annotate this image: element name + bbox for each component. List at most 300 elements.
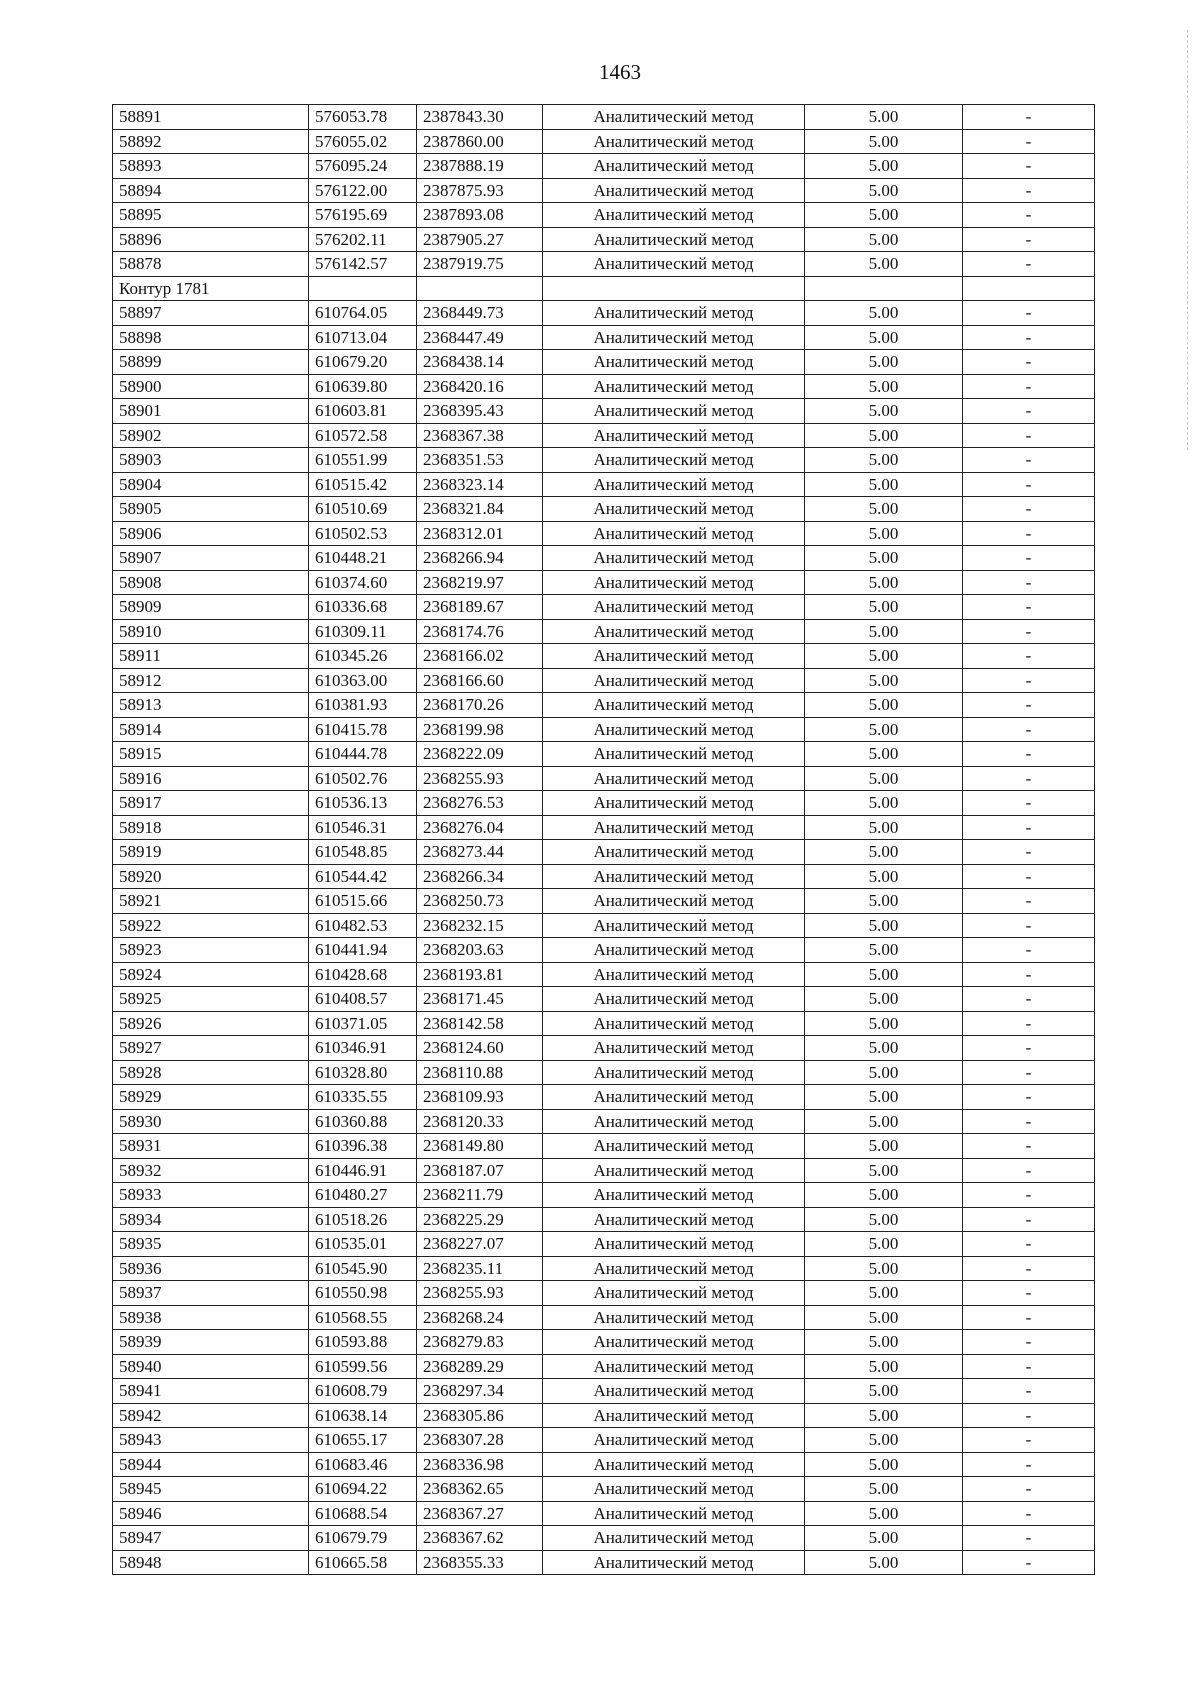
- y-coordinate-cell: 2368255.93: [417, 766, 543, 791]
- x-coordinate-cell: 610335.55: [309, 1085, 417, 1110]
- method-cell: Аналитический метод: [543, 1403, 805, 1428]
- point-id-cell: 58922: [113, 913, 309, 938]
- method-cell: Аналитический метод: [543, 178, 805, 203]
- y-coordinate-cell: 2368420.16: [417, 374, 543, 399]
- coordinates-table-body: [113, 105, 1095, 1575]
- description-cell: -: [963, 399, 1095, 424]
- point-id-cell: 58898: [113, 325, 309, 350]
- point-id-cell: 58945: [113, 1477, 309, 1502]
- table-row: [113, 1403, 1095, 1428]
- method-cell: Аналитический метод: [543, 791, 805, 816]
- accuracy-cell: 5.00: [805, 864, 963, 889]
- method-cell: Аналитический метод: [543, 938, 805, 963]
- description-cell: -: [963, 178, 1095, 203]
- method-cell: Аналитический метод: [543, 1330, 805, 1355]
- table-row: [113, 472, 1095, 497]
- method-cell: Аналитический метод: [543, 815, 805, 840]
- y-coordinate-cell: 2368174.76: [417, 619, 543, 644]
- x-coordinate-cell: 610603.81: [309, 399, 417, 424]
- accuracy-cell: 5.00: [805, 154, 963, 179]
- y-coordinate-cell: 2368321.84: [417, 497, 543, 522]
- x-coordinate-cell: 610371.05: [309, 1011, 417, 1036]
- method-cell: Аналитический метод: [543, 497, 805, 522]
- empty-cell: [309, 276, 417, 301]
- table-row: [113, 913, 1095, 938]
- y-coordinate-cell: 2368166.02: [417, 644, 543, 669]
- method-cell: Аналитический метод: [543, 1281, 805, 1306]
- accuracy-cell: 5.00: [805, 1403, 963, 1428]
- description-cell: -: [963, 1330, 1095, 1355]
- y-coordinate-cell: 2368279.83: [417, 1330, 543, 1355]
- y-coordinate-cell: 2368193.81: [417, 962, 543, 987]
- table-row: [113, 1428, 1095, 1453]
- x-coordinate-cell: 610599.56: [309, 1354, 417, 1379]
- description-cell: -: [963, 252, 1095, 277]
- accuracy-cell: 5.00: [805, 1428, 963, 1453]
- table-row: [113, 1501, 1095, 1526]
- y-coordinate-cell: 2368255.93: [417, 1281, 543, 1306]
- method-cell: Аналитический метод: [543, 252, 805, 277]
- table-row: [113, 938, 1095, 963]
- y-coordinate-cell: 2368449.73: [417, 301, 543, 326]
- point-id-cell: 58899: [113, 350, 309, 375]
- y-coordinate-cell: 2368149.80: [417, 1134, 543, 1159]
- x-coordinate-cell: 610360.88: [309, 1109, 417, 1134]
- table-row: [113, 1379, 1095, 1404]
- method-cell: Аналитический метод: [543, 913, 805, 938]
- y-coordinate-cell: 2368367.27: [417, 1501, 543, 1526]
- coordinates-table: [112, 104, 1095, 1575]
- y-coordinate-cell: 2368203.63: [417, 938, 543, 963]
- description-cell: -: [963, 546, 1095, 571]
- accuracy-cell: 5.00: [805, 1060, 963, 1085]
- table-row: [113, 448, 1095, 473]
- y-coordinate-cell: 2387860.00: [417, 129, 543, 154]
- table-row: [113, 1158, 1095, 1183]
- y-coordinate-cell: 2387919.75: [417, 252, 543, 277]
- x-coordinate-cell: 576055.02: [309, 129, 417, 154]
- description-cell: -: [963, 472, 1095, 497]
- x-coordinate-cell: 610346.91: [309, 1036, 417, 1061]
- accuracy-cell: 5.00: [805, 497, 963, 522]
- y-coordinate-cell: 2368289.29: [417, 1354, 543, 1379]
- table-row: [113, 546, 1095, 571]
- method-cell: Аналитический метод: [543, 105, 805, 130]
- description-cell: -: [963, 129, 1095, 154]
- x-coordinate-cell: 610480.27: [309, 1183, 417, 1208]
- accuracy-cell: 5.00: [805, 889, 963, 914]
- y-coordinate-cell: 2387893.08: [417, 203, 543, 228]
- description-cell: -: [963, 374, 1095, 399]
- y-coordinate-cell: 2368307.28: [417, 1428, 543, 1453]
- x-coordinate-cell: 610535.01: [309, 1232, 417, 1257]
- scan-edge-mark: [1187, 30, 1190, 450]
- accuracy-cell: 5.00: [805, 1379, 963, 1404]
- method-cell: Аналитический метод: [543, 1207, 805, 1232]
- table-row: [113, 619, 1095, 644]
- x-coordinate-cell: 610415.78: [309, 717, 417, 742]
- method-cell: Аналитический метод: [543, 1305, 805, 1330]
- point-id-cell: 58944: [113, 1452, 309, 1477]
- description-cell: -: [963, 521, 1095, 546]
- point-id-cell: 58896: [113, 227, 309, 252]
- description-cell: -: [963, 717, 1095, 742]
- point-id-cell: 58918: [113, 815, 309, 840]
- point-id-cell: 58891: [113, 105, 309, 130]
- y-coordinate-cell: 2368367.38: [417, 423, 543, 448]
- table-row: [113, 1330, 1095, 1355]
- table-row: [113, 570, 1095, 595]
- accuracy-cell: 5.00: [805, 129, 963, 154]
- description-cell: -: [963, 1183, 1095, 1208]
- method-cell: Аналитический метод: [543, 619, 805, 644]
- x-coordinate-cell: 610551.99: [309, 448, 417, 473]
- point-id-cell: 58932: [113, 1158, 309, 1183]
- table-row: [113, 105, 1095, 130]
- x-coordinate-cell: 610428.68: [309, 962, 417, 987]
- y-coordinate-cell: 2368166.60: [417, 668, 543, 693]
- table-row: [113, 1281, 1095, 1306]
- accuracy-cell: 5.00: [805, 1207, 963, 1232]
- x-coordinate-cell: 610665.58: [309, 1550, 417, 1575]
- table-row: [113, 864, 1095, 889]
- method-cell: Аналитический метод: [543, 203, 805, 228]
- y-coordinate-cell: 2368268.24: [417, 1305, 543, 1330]
- x-coordinate-cell: 610515.42: [309, 472, 417, 497]
- x-coordinate-cell: 610548.85: [309, 840, 417, 865]
- x-coordinate-cell: 610546.31: [309, 815, 417, 840]
- x-coordinate-cell: 610345.26: [309, 644, 417, 669]
- description-cell: -: [963, 913, 1095, 938]
- description-cell: -: [963, 497, 1095, 522]
- x-coordinate-cell: 610396.38: [309, 1134, 417, 1159]
- accuracy-cell: 5.00: [805, 203, 963, 228]
- x-coordinate-cell: 610336.68: [309, 595, 417, 620]
- accuracy-cell: 5.00: [805, 570, 963, 595]
- x-coordinate-cell: 610713.04: [309, 325, 417, 350]
- point-id-cell: 58927: [113, 1036, 309, 1061]
- accuracy-cell: 5.00: [805, 448, 963, 473]
- table-row: [113, 791, 1095, 816]
- table-row: [113, 1109, 1095, 1134]
- description-cell: -: [963, 1158, 1095, 1183]
- method-cell: Аналитический метод: [543, 987, 805, 1012]
- point-id-cell: 58939: [113, 1330, 309, 1355]
- point-id-cell: 58948: [113, 1550, 309, 1575]
- point-id-cell: 58931: [113, 1134, 309, 1159]
- accuracy-cell: 5.00: [805, 105, 963, 130]
- description-cell: -: [963, 1060, 1095, 1085]
- y-coordinate-cell: 2368323.14: [417, 472, 543, 497]
- x-coordinate-cell: 610502.53: [309, 521, 417, 546]
- y-coordinate-cell: 2368124.60: [417, 1036, 543, 1061]
- point-id-cell: 58938: [113, 1305, 309, 1330]
- method-cell: Аналитический метод: [543, 325, 805, 350]
- accuracy-cell: 5.00: [805, 178, 963, 203]
- description-cell: -: [963, 1305, 1095, 1330]
- table-row: [113, 325, 1095, 350]
- x-coordinate-cell: 610448.21: [309, 546, 417, 571]
- x-coordinate-cell: 610545.90: [309, 1256, 417, 1281]
- point-id-cell: 58937: [113, 1281, 309, 1306]
- accuracy-cell: 5.00: [805, 913, 963, 938]
- accuracy-cell: 5.00: [805, 840, 963, 865]
- y-coordinate-cell: 2368305.86: [417, 1403, 543, 1428]
- y-coordinate-cell: 2368250.73: [417, 889, 543, 914]
- x-coordinate-cell: 610679.79: [309, 1526, 417, 1551]
- point-id-cell: 58900: [113, 374, 309, 399]
- table-row: [113, 350, 1095, 375]
- description-cell: -: [963, 1550, 1095, 1575]
- y-coordinate-cell: 2368109.93: [417, 1085, 543, 1110]
- contour-label: Контур 1781: [113, 276, 309, 301]
- point-id-cell: 58935: [113, 1232, 309, 1257]
- y-coordinate-cell: 2368266.94: [417, 546, 543, 571]
- point-id-cell: 58912: [113, 668, 309, 693]
- method-cell: Аналитический метод: [543, 472, 805, 497]
- accuracy-cell: 5.00: [805, 1256, 963, 1281]
- accuracy-cell: 5.00: [805, 521, 963, 546]
- table-row: [113, 595, 1095, 620]
- accuracy-cell: 5.00: [805, 1183, 963, 1208]
- accuracy-cell: 5.00: [805, 1085, 963, 1110]
- x-coordinate-cell: 610679.20: [309, 350, 417, 375]
- x-coordinate-cell: 610593.88: [309, 1330, 417, 1355]
- x-coordinate-cell: 610381.93: [309, 693, 417, 718]
- page-number: 1463: [599, 60, 641, 84]
- point-id-cell: 58947: [113, 1526, 309, 1551]
- point-id-cell: 58906: [113, 521, 309, 546]
- table-row: [113, 1256, 1095, 1281]
- method-cell: Аналитический метод: [543, 1256, 805, 1281]
- x-coordinate-cell: 610638.14: [309, 1403, 417, 1428]
- x-coordinate-cell: 610374.60: [309, 570, 417, 595]
- method-cell: Аналитический метод: [543, 570, 805, 595]
- method-cell: Аналитический метод: [543, 521, 805, 546]
- point-id-cell: 58915: [113, 742, 309, 767]
- point-id-cell: 58946: [113, 1501, 309, 1526]
- table-row: [113, 1550, 1095, 1575]
- method-cell: Аналитический метод: [543, 889, 805, 914]
- accuracy-cell: 5.00: [805, 668, 963, 693]
- method-cell: Аналитический метод: [543, 595, 805, 620]
- x-coordinate-cell: 610482.53: [309, 913, 417, 938]
- accuracy-cell: 5.00: [805, 1109, 963, 1134]
- point-id-cell: 58908: [113, 570, 309, 595]
- description-cell: -: [963, 1036, 1095, 1061]
- table-row: [113, 1477, 1095, 1502]
- table-row: [113, 889, 1095, 914]
- method-cell: Аналитический метод: [543, 693, 805, 718]
- description-cell: -: [963, 448, 1095, 473]
- description-cell: -: [963, 350, 1095, 375]
- y-coordinate-cell: 2368222.09: [417, 742, 543, 767]
- y-coordinate-cell: 2368199.98: [417, 717, 543, 742]
- y-coordinate-cell: 2368336.98: [417, 1452, 543, 1477]
- accuracy-cell: 5.00: [805, 1354, 963, 1379]
- y-coordinate-cell: 2368211.79: [417, 1183, 543, 1208]
- point-id-cell: 58893: [113, 154, 309, 179]
- accuracy-cell: 5.00: [805, 325, 963, 350]
- table-row: [113, 1183, 1095, 1208]
- table-row: [113, 1207, 1095, 1232]
- method-cell: Аналитический метод: [543, 1477, 805, 1502]
- point-id-cell: 58916: [113, 766, 309, 791]
- table-row: [113, 742, 1095, 767]
- x-coordinate-cell: 610572.58: [309, 423, 417, 448]
- accuracy-cell: 5.00: [805, 1011, 963, 1036]
- method-cell: Аналитический метод: [543, 1550, 805, 1575]
- description-cell: -: [963, 1501, 1095, 1526]
- description-cell: -: [963, 570, 1095, 595]
- method-cell: Аналитический метод: [543, 962, 805, 987]
- description-cell: -: [963, 154, 1095, 179]
- point-id-cell: 58901: [113, 399, 309, 424]
- description-cell: -: [963, 1477, 1095, 1502]
- y-coordinate-cell: 2368395.43: [417, 399, 543, 424]
- table-row: [113, 521, 1095, 546]
- table-row: [113, 766, 1095, 791]
- method-cell: Аналитический метод: [543, 301, 805, 326]
- y-coordinate-cell: 2368297.34: [417, 1379, 543, 1404]
- point-id-cell: 58895: [113, 203, 309, 228]
- table-row: [113, 1085, 1095, 1110]
- accuracy-cell: 5.00: [805, 1550, 963, 1575]
- x-coordinate-cell: 576202.11: [309, 227, 417, 252]
- method-cell: Аналитический метод: [543, 864, 805, 889]
- point-id-cell: 58936: [113, 1256, 309, 1281]
- y-coordinate-cell: 2387888.19: [417, 154, 543, 179]
- table-row: [113, 1526, 1095, 1551]
- x-coordinate-cell: 610688.54: [309, 1501, 417, 1526]
- accuracy-cell: 5.00: [805, 1158, 963, 1183]
- method-cell: Аналитический метод: [543, 448, 805, 473]
- table-row: [113, 399, 1095, 424]
- description-cell: -: [963, 1207, 1095, 1232]
- accuracy-cell: 5.00: [805, 1330, 963, 1355]
- table-row: [113, 668, 1095, 693]
- description-cell: -: [963, 1011, 1095, 1036]
- y-coordinate-cell: 2387905.27: [417, 227, 543, 252]
- point-id-cell: 58925: [113, 987, 309, 1012]
- description-cell: -: [963, 840, 1095, 865]
- point-id-cell: 58878: [113, 252, 309, 277]
- x-coordinate-cell: 610363.00: [309, 668, 417, 693]
- table-row: [113, 644, 1095, 669]
- x-coordinate-cell: 576142.57: [309, 252, 417, 277]
- table-row: [113, 1060, 1095, 1085]
- y-coordinate-cell: 2368219.97: [417, 570, 543, 595]
- contour-header-row: [113, 276, 1095, 301]
- y-coordinate-cell: 2368276.53: [417, 791, 543, 816]
- method-cell: Аналитический метод: [543, 1379, 805, 1404]
- accuracy-cell: 5.00: [805, 644, 963, 669]
- accuracy-cell: 5.00: [805, 962, 963, 987]
- point-id-cell: 58909: [113, 595, 309, 620]
- description-cell: -: [963, 1109, 1095, 1134]
- table-row: [113, 423, 1095, 448]
- point-id-cell: 58917: [113, 791, 309, 816]
- y-coordinate-cell: 2368235.11: [417, 1256, 543, 1281]
- accuracy-cell: 5.00: [805, 1134, 963, 1159]
- table-row: [113, 154, 1095, 179]
- x-coordinate-cell: 610510.69: [309, 497, 417, 522]
- description-cell: -: [963, 595, 1095, 620]
- y-coordinate-cell: 2368367.62: [417, 1526, 543, 1551]
- point-id-cell: 58919: [113, 840, 309, 865]
- description-cell: -: [963, 1354, 1095, 1379]
- y-coordinate-cell: 2368232.15: [417, 913, 543, 938]
- method-cell: Аналитический метод: [543, 423, 805, 448]
- y-coordinate-cell: 2368438.14: [417, 350, 543, 375]
- empty-cell: [417, 276, 543, 301]
- x-coordinate-cell: 610441.94: [309, 938, 417, 963]
- table-row: [113, 1354, 1095, 1379]
- method-cell: Аналитический метод: [543, 350, 805, 375]
- point-id-cell: 58934: [113, 1207, 309, 1232]
- point-id-cell: 58943: [113, 1428, 309, 1453]
- description-cell: -: [963, 987, 1095, 1012]
- table-row: [113, 374, 1095, 399]
- table-row: [113, 1232, 1095, 1257]
- description-cell: -: [963, 889, 1095, 914]
- accuracy-cell: 5.00: [805, 987, 963, 1012]
- description-cell: -: [963, 423, 1095, 448]
- description-cell: -: [963, 693, 1095, 718]
- description-cell: -: [963, 1256, 1095, 1281]
- accuracy-cell: 5.00: [805, 1281, 963, 1306]
- point-id-cell: 58905: [113, 497, 309, 522]
- method-cell: Аналитический метод: [543, 1428, 805, 1453]
- point-id-cell: 58930: [113, 1109, 309, 1134]
- x-coordinate-cell: 610408.57: [309, 987, 417, 1012]
- x-coordinate-cell: 610550.98: [309, 1281, 417, 1306]
- accuracy-cell: 5.00: [805, 546, 963, 571]
- table-row: [113, 693, 1095, 718]
- point-id-cell: 58921: [113, 889, 309, 914]
- table-row: [113, 227, 1095, 252]
- x-coordinate-cell: 610328.80: [309, 1060, 417, 1085]
- method-cell: Аналитический метод: [543, 644, 805, 669]
- description-cell: -: [963, 864, 1095, 889]
- table-row: [113, 252, 1095, 277]
- accuracy-cell: 5.00: [805, 472, 963, 497]
- point-id-cell: 58926: [113, 1011, 309, 1036]
- method-cell: Аналитический метод: [543, 129, 805, 154]
- table-row: [113, 1452, 1095, 1477]
- y-coordinate-cell: 2368362.65: [417, 1477, 543, 1502]
- point-id-cell: 58913: [113, 693, 309, 718]
- description-cell: -: [963, 668, 1095, 693]
- accuracy-cell: 5.00: [805, 717, 963, 742]
- y-coordinate-cell: 2368142.58: [417, 1011, 543, 1036]
- method-cell: Аналитический метод: [543, 1011, 805, 1036]
- point-id-cell: 58910: [113, 619, 309, 644]
- table-row: [113, 129, 1095, 154]
- description-cell: -: [963, 619, 1095, 644]
- accuracy-cell: 5.00: [805, 1452, 963, 1477]
- method-cell: Аналитический метод: [543, 399, 805, 424]
- point-id-cell: 58928: [113, 1060, 309, 1085]
- y-coordinate-cell: 2368189.67: [417, 595, 543, 620]
- x-coordinate-cell: 610568.55: [309, 1305, 417, 1330]
- description-cell: -: [963, 791, 1095, 816]
- point-id-cell: 58907: [113, 546, 309, 571]
- y-coordinate-cell: 2368351.53: [417, 448, 543, 473]
- accuracy-cell: 5.00: [805, 399, 963, 424]
- method-cell: Аналитический метод: [543, 1134, 805, 1159]
- x-coordinate-cell: 610515.66: [309, 889, 417, 914]
